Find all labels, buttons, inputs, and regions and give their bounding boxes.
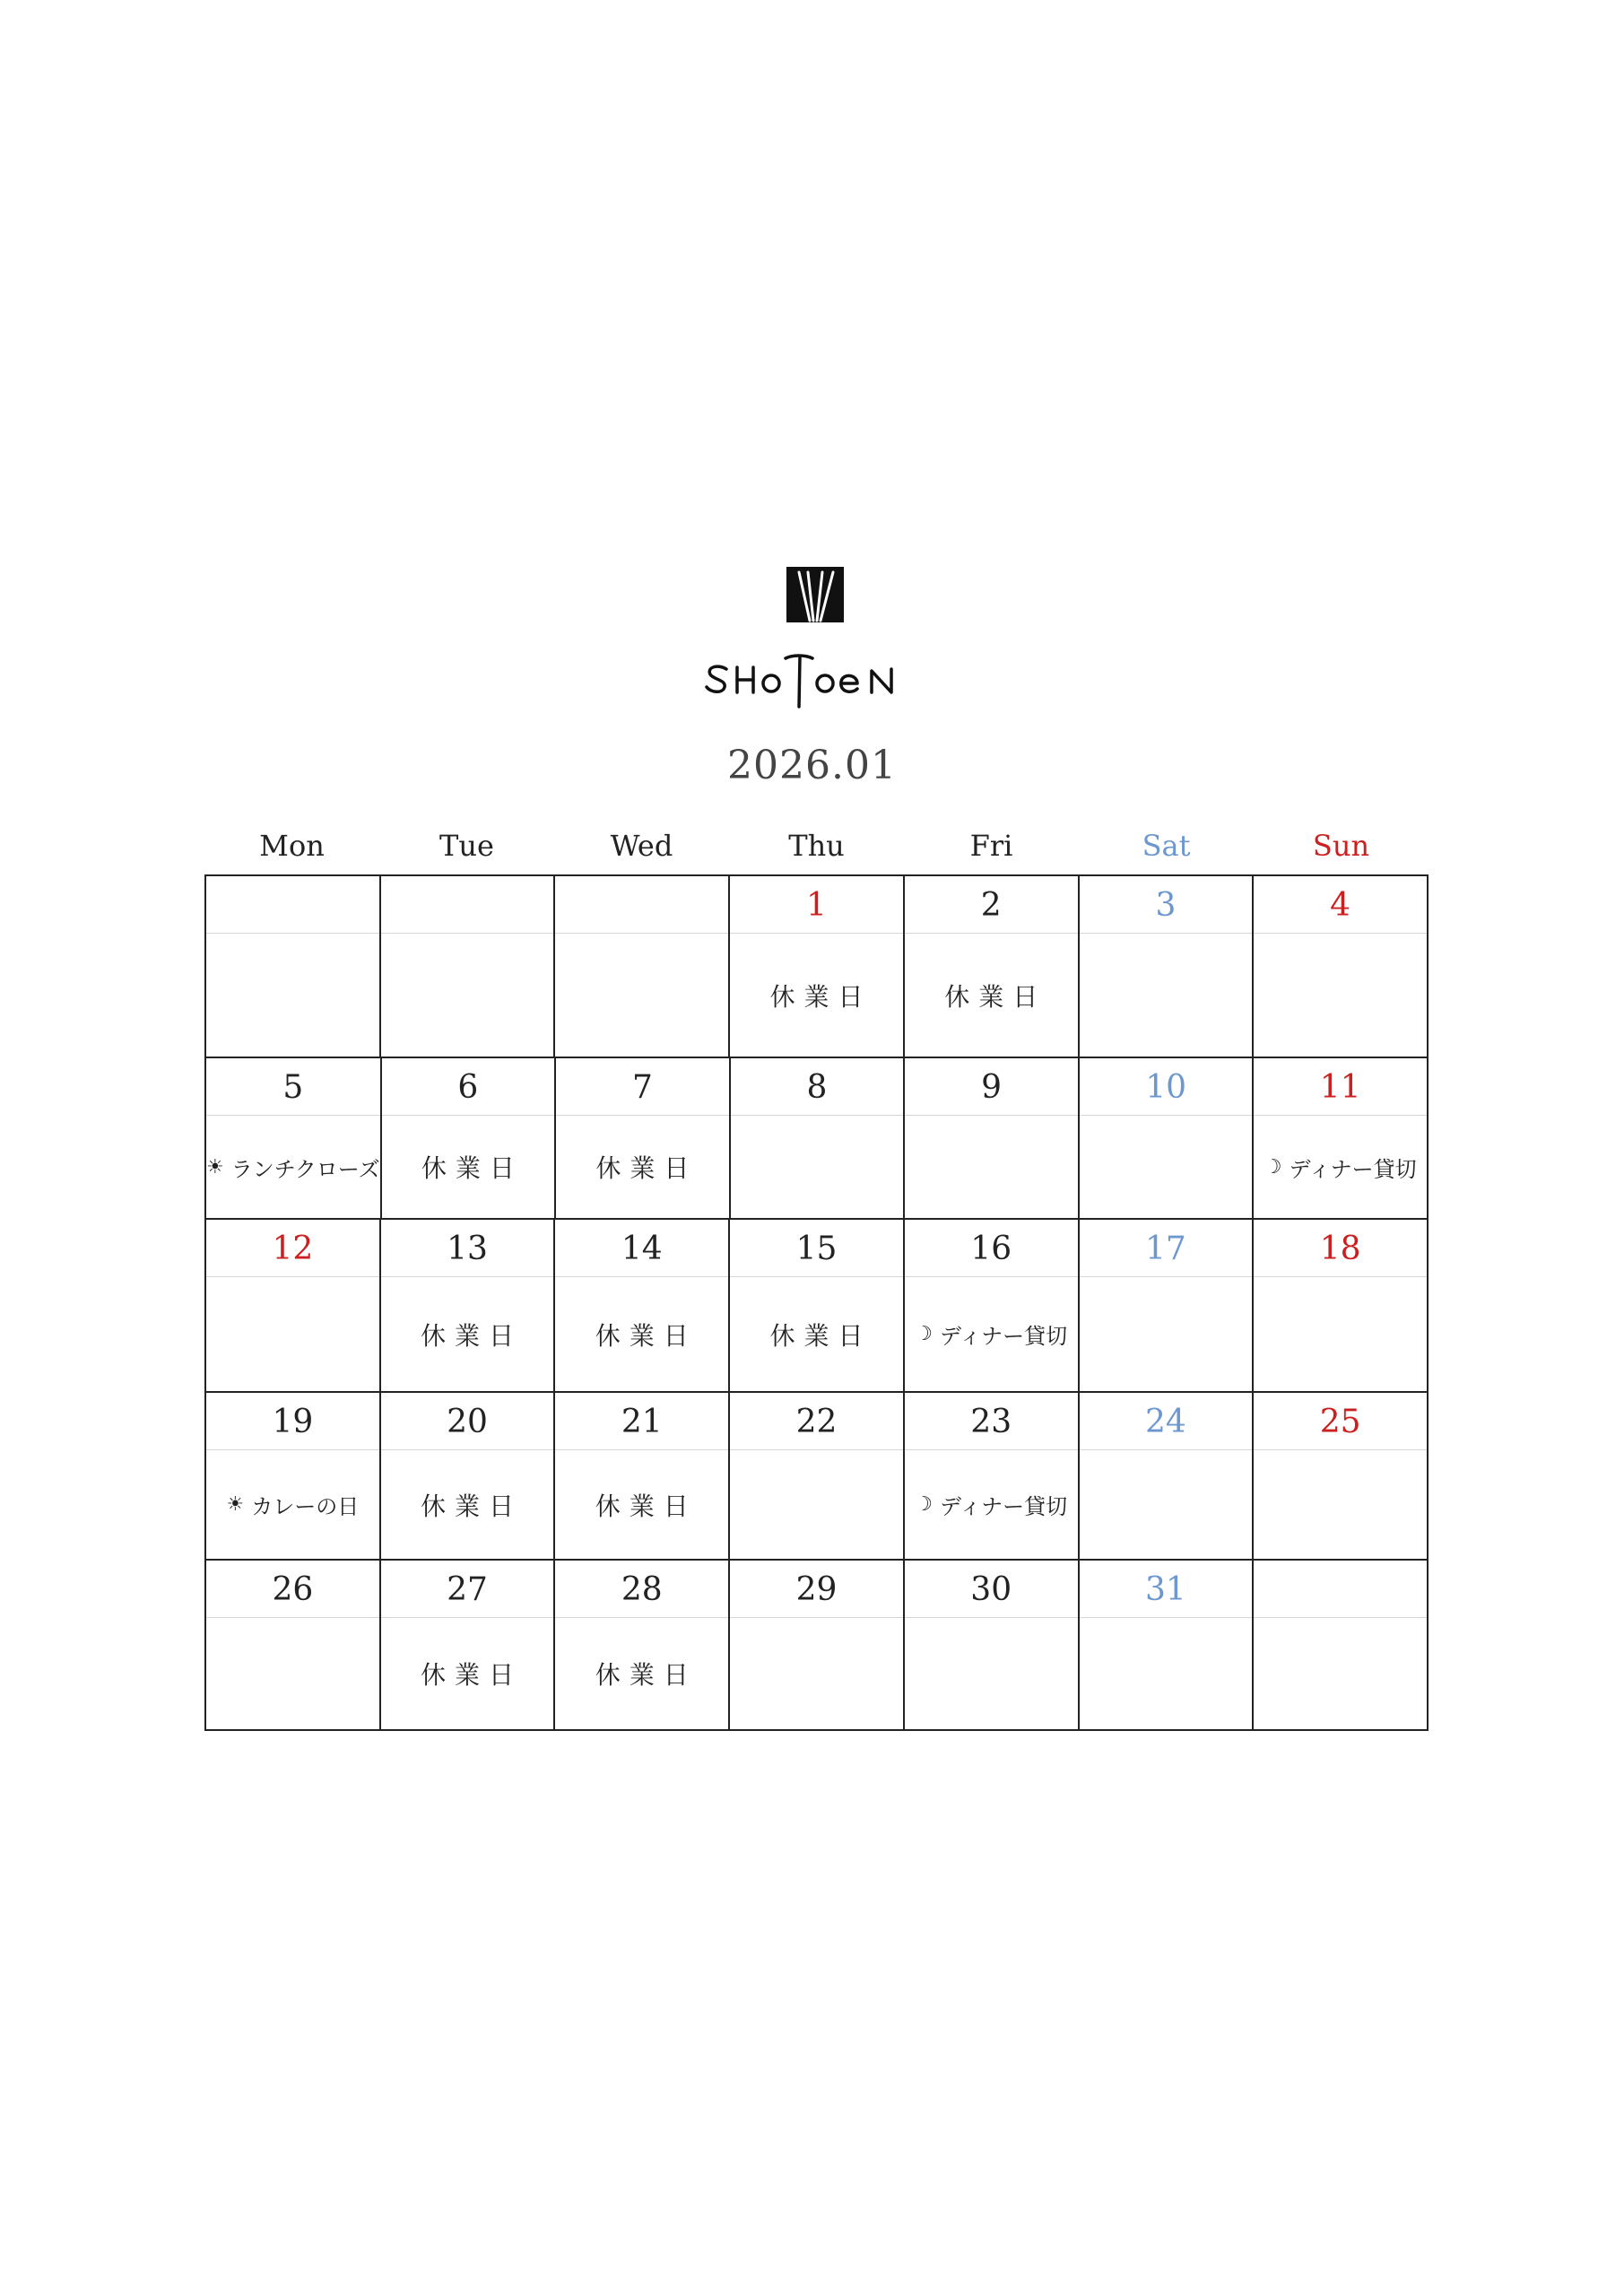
day-note bbox=[1254, 1116, 1427, 1218]
day-number: 25 bbox=[1254, 1393, 1427, 1450]
moon-icon: ☽ bbox=[1264, 1155, 1282, 1178]
calendar-day-cell bbox=[905, 1058, 1080, 1220]
day-note-text: 休業日 bbox=[595, 1660, 698, 1690]
calendar-day-cell bbox=[1080, 1393, 1255, 1561]
day-note bbox=[730, 934, 903, 1057]
day-number: 16 bbox=[905, 1220, 1078, 1277]
weekday-fri: Fri bbox=[969, 829, 1013, 863]
logo-wordmark bbox=[699, 646, 924, 709]
day-number bbox=[206, 876, 379, 934]
day-note bbox=[206, 1618, 379, 1729]
day-number: 28 bbox=[555, 1561, 728, 1618]
day-note bbox=[206, 1116, 380, 1218]
calendar-day-cell bbox=[555, 876, 730, 1058]
day-note bbox=[730, 1277, 903, 1391]
day-note bbox=[206, 1277, 379, 1391]
weekday-mon: Mon bbox=[259, 829, 325, 863]
day-note-text: 休業日 bbox=[421, 1491, 524, 1521]
logo-mark-icon bbox=[786, 567, 844, 622]
day-note-text: 休業日 bbox=[769, 1320, 873, 1351]
calendar-day-cell bbox=[905, 1220, 1080, 1393]
calendar-day-cell bbox=[730, 1393, 905, 1561]
moon-icon: ☽ bbox=[915, 1493, 934, 1516]
day-number: 14 bbox=[555, 1220, 728, 1277]
weekday-wed: Wed bbox=[610, 829, 673, 863]
calendar-week-row bbox=[206, 1561, 1429, 1731]
calendar-week-row bbox=[206, 1393, 1429, 1561]
calendar-day-cell bbox=[555, 1393, 730, 1561]
day-note bbox=[730, 1618, 903, 1729]
day-note-text: ディナー貸切 bbox=[1289, 1156, 1417, 1182]
day-note bbox=[555, 934, 728, 1057]
calendar-day-cell bbox=[905, 876, 1080, 1058]
day-number: 7 bbox=[556, 1058, 729, 1116]
day-number bbox=[1254, 1561, 1427, 1618]
day-note bbox=[555, 1277, 728, 1391]
day-note bbox=[1254, 1450, 1427, 1559]
day-number: 18 bbox=[1254, 1220, 1427, 1277]
day-number: 24 bbox=[1080, 1393, 1253, 1450]
day-note-text: 休業日 bbox=[421, 1153, 524, 1183]
calendar-day-cell bbox=[1080, 876, 1255, 1058]
day-note-text: 休業日 bbox=[421, 1320, 524, 1351]
day-note bbox=[1080, 1116, 1253, 1218]
day-number: 23 bbox=[905, 1393, 1078, 1450]
day-note bbox=[730, 1450, 903, 1559]
day-note-text: ランチクローズ bbox=[230, 1156, 380, 1182]
day-note bbox=[905, 1450, 1078, 1559]
day-note-text: カレーの日 bbox=[251, 1494, 360, 1519]
day-note bbox=[905, 1618, 1078, 1729]
day-note-text: ディナー貸切 bbox=[940, 1324, 1068, 1349]
calendar-day-cell bbox=[206, 1393, 381, 1561]
day-number: 5 bbox=[206, 1058, 380, 1116]
calendar-day-cell bbox=[1254, 1393, 1429, 1561]
calendar-week-row bbox=[206, 876, 1429, 1058]
calendar-day-cell bbox=[730, 1561, 905, 1731]
day-note-text: 休業日 bbox=[595, 1491, 698, 1521]
calendar-day-cell bbox=[206, 876, 381, 1058]
day-number: 30 bbox=[905, 1561, 1078, 1618]
calendar-day-cell bbox=[206, 1561, 381, 1731]
day-number: 3 bbox=[1080, 876, 1253, 934]
calendar-day-cell bbox=[382, 1058, 557, 1220]
day-note bbox=[905, 934, 1078, 1057]
calendar-day-cell bbox=[1080, 1561, 1255, 1731]
calendar-day-cell bbox=[206, 1058, 382, 1220]
day-note bbox=[556, 1116, 729, 1218]
calendar-week-row bbox=[206, 1058, 1429, 1220]
day-number: 15 bbox=[730, 1220, 903, 1277]
day-note bbox=[731, 1116, 904, 1218]
day-number bbox=[381, 876, 554, 934]
day-note bbox=[1254, 1618, 1427, 1729]
calendar-day-cell bbox=[1080, 1058, 1255, 1220]
sun-icon: ☀ bbox=[226, 1493, 245, 1516]
day-note bbox=[381, 1618, 554, 1729]
weekday-thu: Thu bbox=[788, 829, 845, 863]
weekday-sun: Sun bbox=[1312, 829, 1370, 863]
day-number: 8 bbox=[731, 1058, 904, 1116]
day-note bbox=[206, 934, 379, 1057]
day-number: 1 bbox=[730, 876, 903, 934]
day-note bbox=[555, 1618, 728, 1729]
sun-icon: ☀ bbox=[206, 1155, 224, 1178]
calendar-day-cell bbox=[1254, 1058, 1429, 1220]
day-number: 27 bbox=[381, 1561, 554, 1618]
calendar-grid bbox=[204, 874, 1429, 1731]
moon-icon: ☽ bbox=[915, 1323, 934, 1345]
day-note-text: 休業日 bbox=[769, 981, 873, 1012]
day-note bbox=[381, 1450, 554, 1559]
day-note bbox=[1254, 934, 1427, 1057]
calendar-day-cell bbox=[1254, 1220, 1429, 1393]
weekday-tue: Tue bbox=[439, 829, 494, 863]
day-note bbox=[1080, 1618, 1253, 1729]
calendar-day-cell bbox=[555, 1561, 730, 1731]
weekday-header bbox=[204, 823, 1429, 868]
calendar-day-cell bbox=[555, 1220, 730, 1393]
day-number bbox=[555, 876, 728, 934]
day-note bbox=[206, 1450, 379, 1559]
day-note bbox=[1080, 1277, 1253, 1391]
day-note-text: 休業日 bbox=[595, 1320, 698, 1351]
calendar-day-cell bbox=[556, 1058, 731, 1220]
day-number: 11 bbox=[1254, 1058, 1427, 1116]
day-number: 19 bbox=[206, 1393, 379, 1450]
calendar-day-cell bbox=[731, 1058, 906, 1220]
day-number: 10 bbox=[1080, 1058, 1253, 1116]
day-note bbox=[1080, 1450, 1253, 1559]
month-title: 2026.01 bbox=[727, 743, 897, 788]
calendar-day-cell bbox=[1254, 1561, 1429, 1731]
day-number: 29 bbox=[730, 1561, 903, 1618]
weekday-sat: Sat bbox=[1142, 829, 1191, 863]
day-note-text: 休業日 bbox=[595, 1153, 699, 1183]
day-number: 12 bbox=[206, 1220, 379, 1277]
day-number: 6 bbox=[382, 1058, 555, 1116]
calendar-day-cell bbox=[730, 876, 905, 1058]
day-number: 17 bbox=[1080, 1220, 1253, 1277]
day-note-text: 休業日 bbox=[944, 981, 1047, 1012]
calendar-day-cell bbox=[730, 1220, 905, 1393]
day-note bbox=[905, 1116, 1078, 1218]
day-number: 22 bbox=[730, 1393, 903, 1450]
day-number: 9 bbox=[905, 1058, 1078, 1116]
day-number: 31 bbox=[1080, 1561, 1253, 1618]
day-note bbox=[1080, 934, 1253, 1057]
day-note bbox=[1254, 1277, 1427, 1391]
calendar-day-cell bbox=[381, 876, 556, 1058]
day-number: 4 bbox=[1254, 876, 1427, 934]
day-note bbox=[381, 1277, 554, 1391]
calendar-day-cell bbox=[1254, 876, 1429, 1058]
day-number: 26 bbox=[206, 1561, 379, 1618]
calendar-day-cell bbox=[381, 1220, 556, 1393]
day-number: 2 bbox=[905, 876, 1078, 934]
day-note bbox=[382, 1116, 555, 1218]
day-number: 13 bbox=[381, 1220, 554, 1277]
day-note bbox=[555, 1450, 728, 1559]
calendar-day-cell bbox=[381, 1561, 556, 1731]
day-note bbox=[381, 934, 554, 1057]
day-note-text: ディナー貸切 bbox=[940, 1494, 1068, 1519]
day-note bbox=[905, 1277, 1078, 1391]
calendar-day-cell bbox=[1080, 1220, 1255, 1393]
calendar-day-cell bbox=[905, 1561, 1080, 1731]
calendar-day-cell bbox=[206, 1220, 381, 1393]
day-note-text: 休業日 bbox=[421, 1660, 524, 1690]
day-number: 21 bbox=[555, 1393, 728, 1450]
day-number: 20 bbox=[381, 1393, 554, 1450]
calendar-week-row bbox=[206, 1220, 1429, 1393]
calendar-day-cell bbox=[905, 1393, 1080, 1561]
calendar-day-cell bbox=[381, 1393, 556, 1561]
